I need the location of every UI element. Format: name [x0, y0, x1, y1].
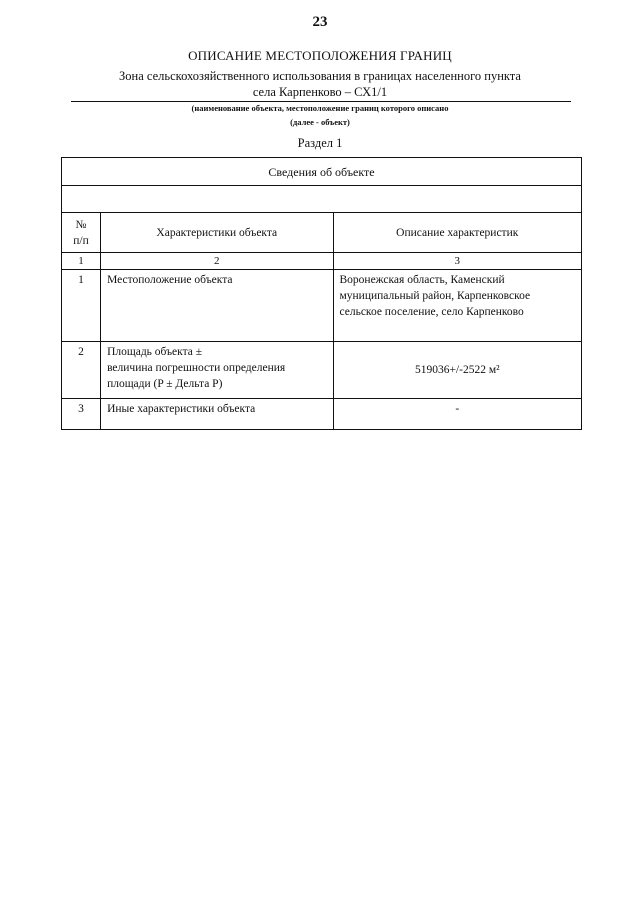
row-description: [333, 270, 582, 342]
description-line: муниципальный район, Карпенковское: [339, 290, 531, 302]
column-number-1: 1: [62, 253, 101, 270]
row-number: 1: [62, 270, 101, 342]
column-number-2: 2: [101, 253, 333, 270]
table-header-row: [62, 213, 582, 253]
caption-line-2: (далее - объект): [290, 117, 350, 127]
table-empty-row: [62, 186, 582, 213]
description-line: Воронежская область, Каменский: [339, 274, 505, 286]
row-characteristic: Иные характеристики объекта: [101, 399, 333, 430]
table-row: [62, 270, 582, 342]
table-title-row: [62, 158, 582, 186]
caption-line-1: (наименование объекта, местоположение границ которого описано: [191, 103, 449, 113]
table-row: [62, 399, 582, 430]
row-number: 3: [62, 399, 101, 430]
page-number: 23: [312, 14, 328, 30]
header-num-line-2: п/п: [73, 234, 89, 247]
zone-name-line-1: Зона сельскохозяйственного использования в границах населенного пункта: [119, 69, 521, 83]
section-title: Раздел 1: [297, 136, 343, 150]
characteristic-line: величина погрешности определения: [107, 362, 286, 374]
zone-name-line-2: села Карпенково – СХ1/1: [252, 85, 388, 99]
table-row: [62, 342, 582, 399]
characteristic-line: площади (P ± Дельта P): [107, 378, 223, 390]
empty-cell: [62, 186, 582, 213]
table-title: Сведения об объекте: [62, 158, 582, 186]
document-title: ОПИСАНИЕ МЕСТОПОЛОЖЕНИЯ ГРАНИЦ: [188, 48, 452, 63]
row-characteristic: Местоположение объекта: [101, 270, 333, 342]
header-num: [62, 213, 101, 253]
row-description: -: [333, 399, 582, 430]
column-number-row: [62, 253, 582, 270]
header-description: Описание характеристик: [333, 213, 582, 253]
header-num-line-1: №: [75, 218, 87, 231]
row-characteristic: [101, 342, 333, 399]
object-info-table: [61, 157, 582, 430]
underline-rule: [71, 101, 571, 102]
column-number-3: 3: [333, 253, 582, 270]
row-number: 2: [62, 342, 101, 399]
row-description: 519036+/-2522 м²: [333, 342, 582, 399]
header-characteristics: Характеристики объекта: [101, 213, 333, 253]
description-line: сельское поселение, село Карпенково: [339, 306, 524, 318]
characteristic-line: Площадь объекта ±: [107, 346, 203, 358]
